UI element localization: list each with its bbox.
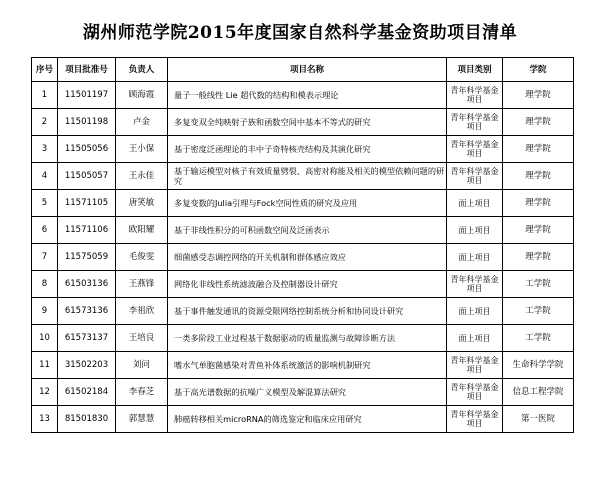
cell-name: 多复变双全纯映射子族和函数空间中基本不等式的研究 — [168, 109, 447, 136]
cell-college: 理学院 — [503, 190, 574, 217]
cell-type: 面上项目 — [447, 298, 503, 325]
cell-name: 网络化非线性系统滤波融合及控制器设计研究 — [168, 271, 447, 298]
table-row — [32, 325, 574, 352]
table-row — [32, 217, 574, 244]
cell-code: 31502203 — [58, 352, 116, 379]
cell-no: 11 — [32, 352, 58, 379]
cell-college: 理学院 — [503, 217, 574, 244]
table-row — [32, 190, 574, 217]
cell-leader: 王小保 — [116, 136, 168, 163]
cell-leader: 王培良 — [116, 325, 168, 352]
table-row — [32, 406, 574, 433]
cell-code: 11501198 — [58, 109, 116, 136]
table-row — [32, 298, 574, 325]
cell-college: 理学院 — [503, 109, 574, 136]
cell-no: 9 — [32, 298, 58, 325]
table-row — [32, 109, 574, 136]
cell-type: 青年科学基金项目 — [447, 406, 503, 433]
cell-college: 理学院 — [503, 163, 574, 190]
cell-leader: 李祖欣 — [116, 298, 168, 325]
cell-type: 面上项目 — [447, 190, 503, 217]
cell-code: 61502184 — [58, 379, 116, 406]
header-name: 项目名称 — [168, 58, 447, 82]
cell-leader: 李春芝 — [116, 379, 168, 406]
cell-type: 面上项目 — [447, 217, 503, 244]
cell-leader: 王燕锋 — [116, 271, 168, 298]
cell-no: 1 — [32, 82, 58, 109]
cell-college: 工学院 — [503, 298, 574, 325]
cell-code: 11505056 — [58, 136, 116, 163]
cell-code: 11501197 — [58, 82, 116, 109]
header-college: 学院 — [503, 58, 574, 82]
cell-college: 理学院 — [503, 82, 574, 109]
cell-college: 信息工程学院 — [503, 379, 574, 406]
cell-no: 10 — [32, 325, 58, 352]
cell-type: 青年科学基金项目 — [447, 109, 503, 136]
cell-type: 青年科学基金项目 — [447, 82, 503, 109]
cell-leader: 顾海霞 — [116, 82, 168, 109]
cell-type: 青年科学基金项目 — [447, 136, 503, 163]
cell-name: 肺癌转移相关microRNA的筛选鉴定和临床应用研究 — [168, 406, 447, 433]
cell-code: 61573137 — [58, 325, 116, 352]
cell-leader: 郭慧慧 — [116, 406, 168, 433]
cell-leader: 唐笑敏 — [116, 190, 168, 217]
cell-name: 基于事件触发通讯的资源受限网络控制系统分析和协同设计研究 — [168, 298, 447, 325]
header-no: 序号 — [32, 58, 58, 82]
cell-type: 青年科学基金项目 — [447, 271, 503, 298]
table-row — [32, 379, 574, 406]
cell-code: 11571106 — [58, 217, 116, 244]
table-row — [32, 82, 574, 109]
cell-no: 5 — [32, 190, 58, 217]
cell-no: 2 — [32, 109, 58, 136]
cell-leader: 毛俊雯 — [116, 244, 168, 271]
table-row — [32, 244, 574, 271]
cell-type: 面上项目 — [447, 325, 503, 352]
cell-name: 基于非线性积分的可积函数空间及泛函表示 — [168, 217, 447, 244]
cell-leader: 刘问 — [116, 352, 168, 379]
cell-no: 6 — [32, 217, 58, 244]
cell-code: 11571105 — [58, 190, 116, 217]
cell-no: 8 — [32, 271, 58, 298]
cell-code: 11505057 — [58, 163, 116, 190]
cell-college: 工学院 — [503, 325, 574, 352]
header-leader: 负责人 — [116, 58, 168, 82]
cell-name: 基于输运模型对核子有效质量劈裂、高密对称能及相关的模型依赖问题的研究 — [168, 163, 447, 190]
cell-type: 面上项目 — [447, 244, 503, 271]
cell-no: 4 — [32, 163, 58, 190]
cell-type: 青年科学基金项目 — [447, 352, 503, 379]
cell-type: 青年科学基金项目 — [447, 379, 503, 406]
page-title: 湖州师范学院2015年度国家自然科学基金资助项目清单 — [82, 23, 518, 43]
table-header-row — [32, 58, 574, 82]
cell-leader: 欧阳耀 — [116, 217, 168, 244]
header-code: 项目批准号 — [58, 58, 116, 82]
cell-leader: 卢金 — [116, 109, 168, 136]
cell-college: 理学院 — [503, 136, 574, 163]
cell-college: 第一医院 — [503, 406, 574, 433]
cell-no: 3 — [32, 136, 58, 163]
cell-name: 量子一般线性 Lie 超代数的结构和模表示理论 — [168, 82, 447, 109]
cell-code: 11575059 — [58, 244, 116, 271]
header-type: 项目类别 — [447, 58, 503, 82]
cell-name: 多复变数的Julia引理与Fock空间性质的研究及应用 — [168, 190, 447, 217]
cell-college: 理学院 — [503, 244, 574, 271]
cell-no: 12 — [32, 379, 58, 406]
cell-name: 细菌感受态调控网络的开关机制和群体感应效应 — [168, 244, 447, 271]
table-row — [32, 136, 574, 163]
project-table — [31, 57, 574, 433]
cell-no: 7 — [32, 244, 58, 271]
table-row — [32, 163, 574, 190]
table-row — [32, 352, 574, 379]
cell-college: 工学院 — [503, 271, 574, 298]
cell-name: 嗜水气单胞菌感染对青鱼补体系统激活的影响机制研究 — [168, 352, 447, 379]
cell-name: 一类多阶段工业过程基于数据驱动的质量监测与故障诊断方法 — [168, 325, 447, 352]
cell-type: 青年科学基金项目 — [447, 163, 503, 190]
cell-name: 基于密度泛函理论的丰中子奇特核壳结构及其演化研究 — [168, 136, 447, 163]
cell-code: 61573136 — [58, 298, 116, 325]
cell-code: 61503136 — [58, 271, 116, 298]
cell-no: 13 — [32, 406, 58, 433]
cell-college: 生命科学学院 — [503, 352, 574, 379]
cell-code: 81501830 — [58, 406, 116, 433]
cell-name: 基于高光谱数据的抗噪广义模型及解混算法研究 — [168, 379, 447, 406]
cell-leader: 王永佳 — [116, 163, 168, 190]
table-row — [32, 271, 574, 298]
